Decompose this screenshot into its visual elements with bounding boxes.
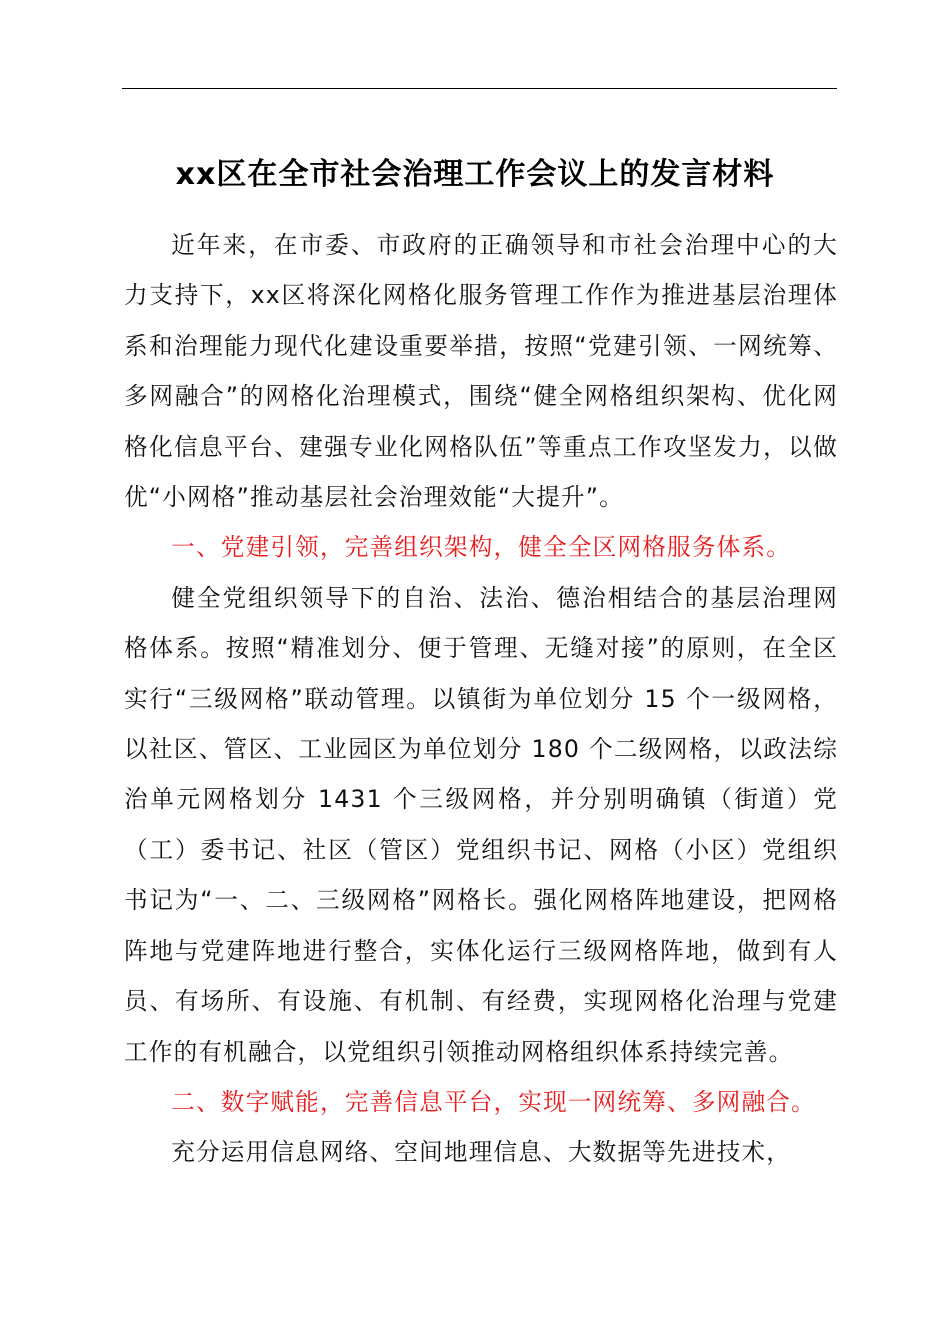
document-body (124, 220, 838, 1178)
section-heading-1: 一、党建引领，完善组织架构，健全全区网格服务体系。 (171, 533, 792, 562)
section-2-paragraph: 充分运用信息网络、空间地理信息、大数据等先进技术， (171, 1138, 792, 1167)
document-title: xx区在全市社会治理工作会议上的发言材料 (175, 157, 775, 192)
intro-paragraph: 近年来，在市委、市政府的正确领导和市社会治理中心的大力支持下，xx区将深化网格化服务管理工作作为推进基层治理体系和治理能力现代化建设重要举措，按照“党建引领、一网统筹、多网融合”的网格化治理模式，围绕“健全网格组织架构、优化网格化信息平台、建强专业化网格队伍”等重点工作攻坚发力，以做优“小网格”推动基层社会治理效能“大提升”。 (124, 231, 838, 512)
header-rule (122, 88, 837, 89)
section-heading-2: 二、数字赋能，完善信息平台，实现一网统筹、多网融合。 (171, 1087, 816, 1116)
section-1-paragraph: 健全党组织领导下的自治、法治、德治相结合的基层治理网格体系。按照“精准划分、便于管理、无缝对接”的原则，在全区实行“三级网格”联动管理。以镇街为单位划分 15 个一级网格，以社区、管区、工业园区为单位划分 180 个二级网格，以政法综治单元网格划分 1431 个三级网格，并分别明确镇（街道）党（工）委书记、社区（管区）党组织书记、网格（小区）党组织书记为“一、二、三级网格”网格长。强化网格阵地建设，把网格阵地与党建阵地进行整合，实体化运行三级网格阵地，做到有人员、有场所、有设施、有机制、有经费，实现网格化治理与党建工作的有机融合，以党组织引领推动网格组织体系持续完善。 (124, 583, 838, 1066)
